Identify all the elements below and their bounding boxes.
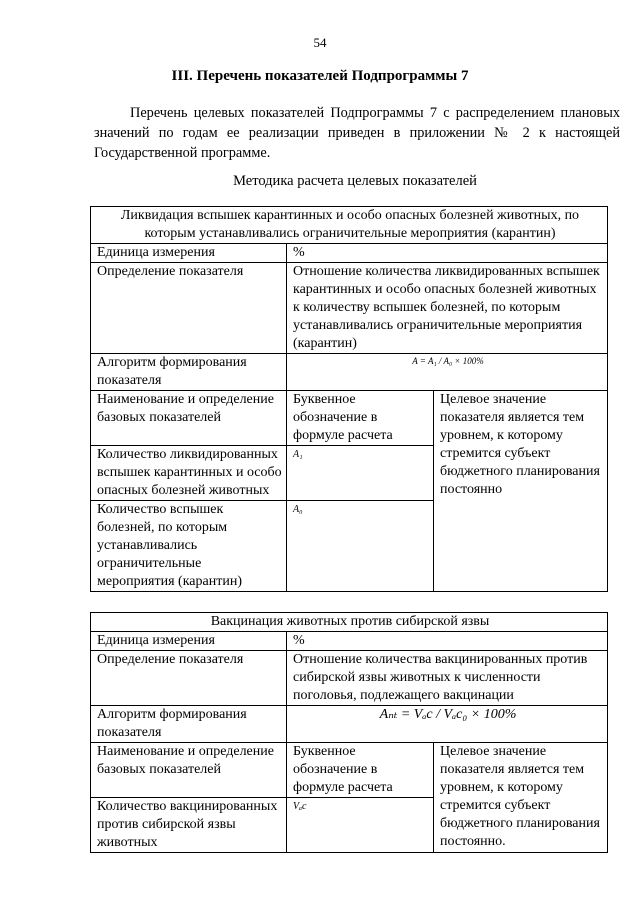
letter-header: Буквенное обозначение в формуле расчета	[287, 743, 434, 798]
base-indicator-name: Количество вакцинированных против сибирской язвы животных	[91, 798, 287, 853]
base-indicator-symbol: Vₐc	[287, 798, 434, 853]
base-indicator-name: Количество вспышек болезней, по которым устанавливались ограничительные мероприятия (карантин)	[91, 501, 287, 592]
unit-value: %	[287, 244, 608, 263]
unit-value: %	[287, 632, 608, 651]
formula: Aₙₜ = Vₐc / Vₐc₀ × 100%	[287, 706, 608, 743]
table-title: Ликвидация вспышек карантинных и особо опасных болезней животных, по которым устанавливались ограничительные мероприятия (карантин)	[91, 207, 608, 244]
table-title: Вакцинация животных против сибирской язвы	[91, 613, 608, 632]
target-note: Целевое значение показателя является тем уровнем, к которому стремится субъект бюджетного планирования постоянно.	[434, 743, 608, 853]
intro-paragraph: Перечень целевых показателей Подпрограммы 7 с распределением плановых значений по годам ее реализации приведен в приложении № 2 к настоящей Государственной программе.	[94, 105, 620, 161]
algorithm-label: Алгоритм формирования показателя	[91, 706, 287, 743]
base-header: Наименование и определение базовых показателей	[91, 743, 287, 798]
section-title: III. Перечень показателей Подпрограммы 7	[171, 68, 469, 84]
methodology-subtitle: Методика расчета целевых показателей	[233, 173, 477, 189]
algorithm-label: Алгоритм формирования показателя	[91, 354, 287, 391]
base-indicator-symbol: A₁	[287, 446, 434, 501]
page-number: 54	[313, 35, 327, 50]
definition-value: Отношение количества ликвидированных вспышек карантинных и особо опасных болезней животных к количеству вспышек болезней, по которым устанавливались ограничительные мероприятия (карантин)	[287, 263, 608, 354]
indicator-table-anthrax	[90, 612, 608, 853]
definition-value: Отношение количества вакцинированных против сибирской язвы животных к численности поголовья, подлежащего вакцинации	[287, 651, 608, 706]
base-indicator-symbol: A₀	[287, 501, 434, 592]
letter-header: Буквенное обозначение в формуле расчета	[287, 391, 434, 446]
target-note: Целевое значение показателя является тем уровнем, к которому стремится субъект бюджетного планирования постоянно	[434, 391, 608, 592]
unit-label: Единица измерения	[91, 244, 287, 263]
unit-label: Единица измерения	[91, 632, 287, 651]
base-indicator-name: Количество ликвидированных вспышек карантинных и особо опасных болезней животных	[91, 446, 287, 501]
indicator-table-quarantine	[90, 206, 608, 592]
definition-label: Определение показателя	[91, 651, 287, 706]
definition-label: Определение показателя	[91, 263, 287, 354]
base-header: Наименование и определение базовых показателей	[91, 391, 287, 446]
formula: A = A₁ / A₀ × 100%	[287, 354, 608, 391]
